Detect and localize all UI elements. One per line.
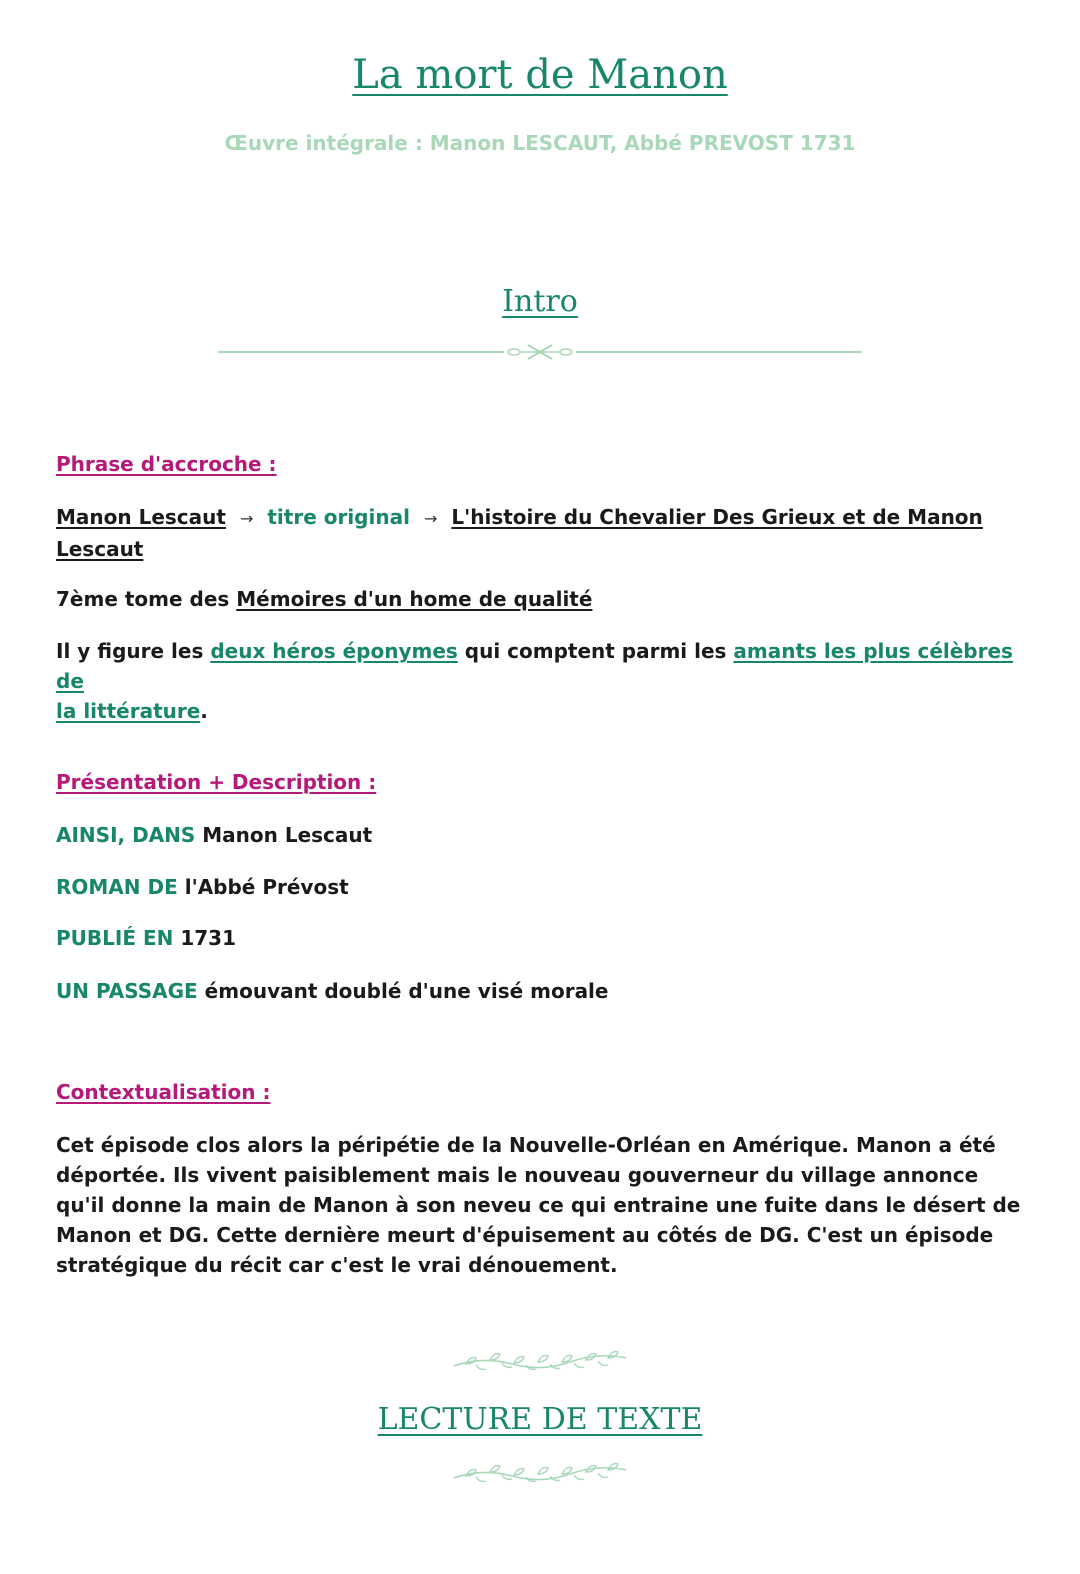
context-paragraph: Cet épisode clos alors la péripétie de la Nouvelle-Orléan en Amérique. Manon a été déportée. Ils vivent paisiblement mais le nouveau gouverneur du village annonce qu'il donne la main de Manon à son neveu ce qui entraine une fuite dans le désert de Manon et DG. Cette dernière meurt d'épuisement au côtés de DG. C'est un épisode stratégique du récit car c'est le vrai dénouement.: [56, 1133, 1021, 1277]
text-heroes-middle: qui comptent parmi les: [457, 639, 734, 663]
presentation-item: [56, 923, 1026, 953]
presentation-label: ROMAN DE: [56, 875, 178, 899]
hook-line-heroes: [56, 636, 1026, 726]
heading-presentation: Présentation + Description :: [56, 770, 377, 794]
presentation-item: [56, 872, 1026, 902]
heading-hook: Phrase d'accroche :: [56, 452, 277, 476]
text-original-title: L'histoire du Chevalier Des Grieux et de Manon: [451, 505, 983, 529]
text-deux-heros: deux héros éponymes: [210, 639, 458, 663]
ornamental-divider-icon: [218, 342, 862, 362]
section-title-reading: LECTURE DE TEXTE: [377, 1402, 703, 1437]
vine-ornament-icon: [452, 1462, 628, 1484]
text-original-title-label: titre original: [267, 505, 410, 529]
text-manon-lescaut: Manon Lescaut: [56, 505, 226, 529]
text-memoires: Mémoires d'un home de qualité: [236, 587, 593, 611]
presentation-label: UN PASSAGE: [56, 979, 198, 1003]
presentation-label: AINSI, DANS: [56, 823, 196, 847]
text-period: .: [200, 699, 208, 723]
presentation-value: émouvant doublé d'une visé morale: [197, 979, 609, 1003]
hook-line-titles: [56, 502, 1026, 564]
text-litterature: la littérature: [56, 699, 201, 723]
arrow-icon: →: [423, 509, 438, 528]
arrow-icon: →: [239, 509, 254, 528]
presentation-label: PUBLIÉ EN: [56, 926, 174, 950]
text-original-title-cont: Lescaut: [56, 537, 144, 561]
vine-ornament-icon: [452, 1350, 628, 1372]
hook-line-tome: [56, 584, 1026, 614]
page-subtitle: Œuvre intégrale : Manon LESCAUT, Abbé PREVOST 1731: [224, 131, 856, 155]
presentation-item: [56, 820, 1026, 850]
section-title-intro: Intro: [502, 284, 578, 319]
presentation-value: 1731: [173, 926, 236, 950]
text-heroes-prefix: Il y figure les: [56, 639, 211, 663]
presentation-value: l'Abbé Prévost: [177, 875, 349, 899]
text-amants: amants les plus célèbres de: [56, 639, 1013, 693]
heading-context: Contextualisation :: [56, 1080, 271, 1104]
presentation-item: [56, 976, 1026, 1006]
text-tome-prefix: 7ème tome des: [56, 587, 237, 611]
page-title: La mort de Manon: [352, 52, 728, 98]
presentation-value: Manon Lescaut: [195, 823, 373, 847]
